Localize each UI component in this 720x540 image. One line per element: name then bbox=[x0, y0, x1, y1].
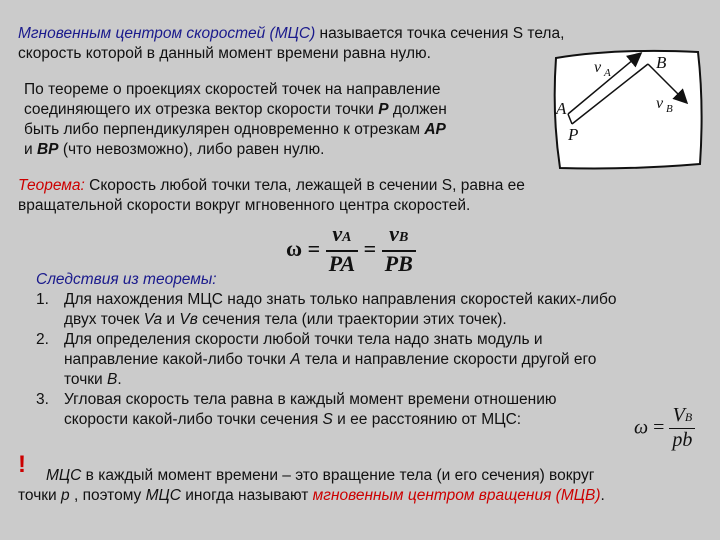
den-pb: pb bbox=[672, 429, 693, 451]
formula-omega-vb-pb bbox=[634, 404, 695, 451]
corollary-line: Для нахождения МЦС надо знать только направления скоростей каких-либо bbox=[64, 291, 617, 308]
equals-sign: = bbox=[363, 236, 377, 261]
label-vb-sub: B bbox=[666, 103, 673, 115]
omega-symbol: ω bbox=[634, 416, 649, 439]
formula-angular-velocity bbox=[286, 222, 416, 276]
corollary-text: скорости какой-либо точки сечения bbox=[64, 411, 323, 428]
fraction-va-pa bbox=[326, 222, 358, 276]
projection-text: (что невозможно), либо равен нулю. bbox=[58, 141, 325, 158]
projection-text: быть либо перпендикулярен одновременно к отрезкам bbox=[24, 121, 425, 138]
corollaries-section bbox=[36, 270, 716, 430]
label-a: A bbox=[556, 99, 567, 118]
corollary-item bbox=[36, 330, 716, 390]
corollary-text: . bbox=[117, 371, 122, 388]
projection-line-3 bbox=[24, 120, 534, 140]
num-v: v bbox=[389, 221, 399, 246]
theorem-line-2: вращательной скорости вокруг мгновенного центра скоростей. bbox=[18, 197, 471, 214]
footer-line-1 bbox=[18, 466, 718, 486]
va-term: Va bbox=[143, 311, 163, 328]
num-sub: B bbox=[398, 230, 409, 245]
fraction-vb-pb bbox=[382, 222, 416, 276]
theorem-text: Скорость любой точки тела, лежащей в сечении S, равна ее bbox=[84, 177, 525, 194]
point-p: P bbox=[378, 101, 389, 118]
mcs-abbr: МЦС bbox=[145, 487, 181, 504]
mcs-abbr: МЦС bbox=[46, 467, 82, 484]
equals-sign: = bbox=[653, 416, 665, 439]
footer-text: точки bbox=[18, 487, 62, 504]
omega-symbol: ω bbox=[286, 236, 303, 261]
corollary-line: Для определения скорости любой точки тела надо знать модуль и bbox=[64, 331, 543, 348]
point-p-term: p bbox=[61, 487, 70, 504]
intro-line-1 bbox=[18, 24, 708, 44]
section-s-term: S bbox=[322, 411, 333, 428]
vb-term: Vв bbox=[179, 311, 198, 328]
segment-bp: BP bbox=[36, 141, 59, 158]
segment-ap: AP bbox=[424, 121, 446, 138]
corollary-text: точки bbox=[64, 371, 108, 388]
body-section-diagram bbox=[548, 44, 708, 174]
corollary-line bbox=[64, 350, 716, 370]
corollary-text: сечения тела (или траектории этих точек). bbox=[197, 311, 507, 328]
footer-paragraph bbox=[18, 466, 718, 506]
corollary-text: и bbox=[162, 311, 180, 328]
theorem-line-1 bbox=[18, 176, 708, 196]
corollary-line bbox=[64, 370, 716, 390]
corollary-item bbox=[36, 290, 716, 330]
footer-text: . bbox=[600, 487, 605, 504]
point-b-term: B bbox=[107, 371, 118, 388]
label-vb-v: v bbox=[656, 95, 664, 112]
projection-text: и bbox=[24, 141, 37, 158]
footer-text: иногда называют bbox=[180, 487, 313, 504]
intro-rest: называется точка сечения S тела, bbox=[315, 25, 565, 42]
item-number: 2. bbox=[36, 331, 49, 348]
corollary-line bbox=[64, 310, 716, 330]
den-pa: PA bbox=[328, 251, 356, 276]
item-number: 1. bbox=[36, 291, 49, 308]
corollary-text: направление какой-либо точки bbox=[64, 351, 291, 368]
corollary-line: Угловая скорость тела равна в каждый момент времени отношению bbox=[64, 391, 557, 408]
label-va-v: v bbox=[594, 59, 602, 76]
label-va-sub: A bbox=[604, 67, 611, 79]
theorem-label: Теорема: bbox=[18, 177, 85, 194]
item-number: 3. bbox=[36, 391, 49, 408]
corollaries-title: Следствия из теоремы: bbox=[36, 271, 217, 288]
mcs-term: Мгновенным центром скоростей (МЦС) bbox=[18, 25, 316, 42]
corollary-text: двух точек bbox=[64, 311, 144, 328]
theorem-paragraph bbox=[18, 176, 708, 216]
equals-sign: = bbox=[307, 236, 321, 261]
projection-text: соединяющего их отрезка вектор скорости точки bbox=[24, 101, 379, 118]
footer-line-2 bbox=[18, 486, 718, 506]
num-sub: A bbox=[342, 230, 352, 245]
projection-paragraph bbox=[24, 80, 534, 160]
footer-text: в каждый момент времени – это вращение тела (и его сечения) вокруг bbox=[81, 467, 595, 484]
projection-text: должен bbox=[388, 101, 447, 118]
num-v: v bbox=[332, 221, 343, 246]
label-p: P bbox=[568, 125, 579, 144]
projection-line-1: По теореме о проекциях скоростей точек на направление bbox=[24, 81, 441, 98]
corollary-text: и ее расстоянию от МЦС: bbox=[332, 411, 522, 428]
exclamation-mark: ! bbox=[18, 451, 26, 478]
footer-text: , поэтому bbox=[69, 487, 146, 504]
body-outline bbox=[555, 51, 702, 169]
den-pb: PB bbox=[384, 251, 413, 276]
fraction-vb-pb-small bbox=[669, 404, 695, 451]
label-b: B bbox=[656, 53, 667, 72]
mcv-term: мгновенным центром вращения (МЦВ) bbox=[312, 487, 601, 504]
corollary-line bbox=[64, 410, 716, 430]
projection-line-2 bbox=[24, 100, 534, 120]
point-a-term: A bbox=[290, 351, 301, 368]
corollaries-list bbox=[36, 290, 716, 430]
intro-line-2: скорость которой в данный момент времени равна нулю. bbox=[18, 45, 431, 62]
num-sub: B bbox=[684, 410, 693, 424]
num-v: V bbox=[672, 404, 685, 426]
corollary-text: тела и направление скорости другой его bbox=[300, 351, 597, 368]
corollary-item bbox=[36, 390, 716, 430]
projection-line-4 bbox=[24, 140, 534, 160]
